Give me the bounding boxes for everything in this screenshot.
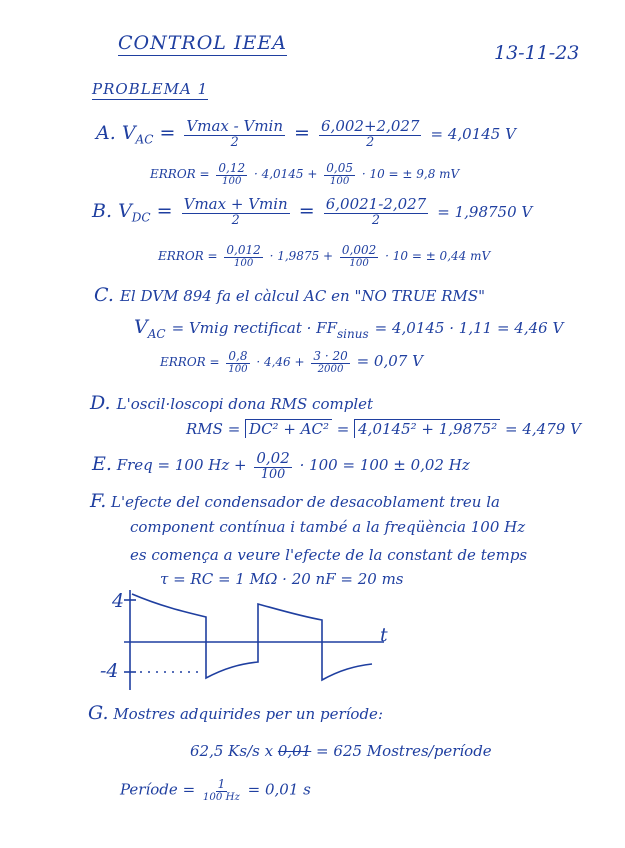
- f-line-2: component contínua i també a la freqüència 100 Hz: [130, 518, 526, 536]
- g-period-eq: =: [182, 780, 196, 799]
- g-text: Mostres adquirides per un període:: [113, 705, 383, 723]
- t-axis-label: t: [380, 624, 388, 646]
- y-top-label: 4: [112, 590, 125, 612]
- g-period-result: = 0,01 s: [247, 780, 311, 799]
- c-rhs-sub: sinus: [336, 326, 369, 341]
- b-lhs: V: [118, 199, 132, 222]
- c-error-mid: · 4,46 +: [256, 355, 305, 370]
- c-result: = 4,0145 · 1,11 = 4,46 V: [374, 319, 564, 337]
- section-b-label: B.: [92, 199, 113, 222]
- b-frac1-den: 2: [231, 212, 240, 228]
- g-calc-right: 625 Mostres/període: [333, 742, 492, 760]
- section-a-label: A.: [96, 121, 116, 144]
- c-e2-den: 2000: [317, 364, 344, 376]
- f-tau: τ = RC = 1 MΩ · 20 nF = 20 ms: [160, 570, 404, 588]
- problem-title: PROBLEMA 1: [92, 80, 209, 98]
- exam-date: 13-11-23: [494, 42, 580, 64]
- a-lhs: V: [121, 121, 136, 144]
- b-error-mid: · 1,9875 +: [269, 249, 334, 264]
- a-error-end: · 10 = ± 9,8 mV: [361, 167, 460, 182]
- g-period: [120, 778, 311, 803]
- section-g-label: G.: [88, 702, 109, 724]
- c-e1-num: 0,8: [228, 349, 248, 363]
- section-c-label: C.: [94, 284, 114, 306]
- section-d-label: D.: [90, 392, 111, 414]
- e-num: 0,02: [256, 449, 290, 467]
- b-frac2-den: 2: [371, 212, 381, 228]
- a-e2-den: 100: [329, 176, 350, 188]
- a-lhs-sub: AC: [135, 132, 154, 147]
- g-calc-x: x: [264, 742, 274, 760]
- c-e1-den: 100: [228, 364, 248, 376]
- b-error-label: ERROR =: [158, 249, 218, 264]
- c-lhs: V: [134, 316, 148, 338]
- g-period-frac: [203, 778, 240, 803]
- b-e1-num: 0,012: [226, 243, 261, 257]
- d-text: L'oscil·loscopi dona RMS complet: [116, 395, 374, 413]
- a-e2-num: 0,05: [326, 161, 353, 175]
- b-e1-den: 100: [233, 258, 254, 270]
- a-frac1-num: Vmax - Vmin: [186, 117, 283, 135]
- a-frac2-den: 2: [366, 134, 375, 150]
- b-eq2: =: [298, 199, 315, 222]
- y-bottom-label: -4: [100, 660, 119, 682]
- b-e2-num: 0,002: [341, 243, 377, 257]
- g-calc: [190, 742, 492, 760]
- b-frac1-num: Vmax + Vmin: [183, 195, 288, 213]
- e-text: Freq = 100 Hz +: [116, 455, 247, 474]
- a-error-mid: · 4,0145 +: [253, 167, 318, 182]
- a-result: = 4,0145 V: [430, 124, 516, 143]
- c-error-label: ERROR =: [160, 355, 220, 370]
- g-period-den: 100 Hz: [202, 792, 240, 804]
- c-text: El DVM 894 fa el càlcul AC en "NO TRUE RMS": [119, 287, 486, 305]
- section-f-label: F.: [90, 490, 107, 512]
- d-rms-label: RMS =: [186, 420, 241, 438]
- c-rhs: = Vmig rectificat · FF: [171, 319, 337, 337]
- exam-title: CONTROL IEEA: [118, 32, 287, 54]
- d-root-2: 4,0145² + 1,9875²: [354, 419, 500, 438]
- a-e1-num: 0,12: [218, 161, 246, 175]
- c-e2-num: 3 · 20: [313, 349, 348, 363]
- b-frac2-num: 6,0021-2,027: [325, 195, 427, 213]
- c-error-end: = 0,07 V: [356, 352, 423, 371]
- d-eq: =: [336, 420, 350, 438]
- section-e-label: E.: [92, 452, 112, 475]
- c-lhs-sub: AC: [147, 326, 166, 341]
- a-frac1-den: 2: [230, 134, 239, 150]
- b-result: = 1,98750 V: [437, 202, 533, 221]
- f-line-3: es comença a veure l'efecte de la constant de temps: [130, 546, 528, 564]
- e-den: 100: [260, 466, 286, 482]
- g-calc-strike: 0,01: [277, 742, 312, 760]
- a-error-label: ERROR =: [150, 167, 210, 182]
- a-eq2: =: [294, 121, 310, 144]
- b-lhs-sub: DC: [131, 210, 151, 225]
- g-period-label: Període: [120, 780, 178, 799]
- g-calc-left: 62,5 Ks/s: [190, 742, 260, 760]
- e-result: · 100 = 100 ± 0,02 Hz: [299, 455, 470, 474]
- d-root-1: DC² + AC²: [245, 419, 332, 438]
- f-line-1: L'efecte del condensador de desacoblament treu la: [111, 493, 500, 511]
- d-result: = 4,479 V: [505, 420, 581, 438]
- section-g: [88, 702, 383, 724]
- b-eq: =: [156, 199, 173, 222]
- capacitor-decay-wave: [132, 594, 372, 680]
- g-period-num: 1: [217, 777, 226, 791]
- a-eq: =: [159, 121, 176, 144]
- a-e1-den: 100: [222, 176, 242, 188]
- b-e2-den: 100: [349, 258, 369, 270]
- g-calc-equal: =: [316, 742, 329, 760]
- b-error-end: · 10 = ± 0,44 mV: [385, 249, 491, 264]
- a-frac2-num: 6,002+2,027: [321, 117, 420, 135]
